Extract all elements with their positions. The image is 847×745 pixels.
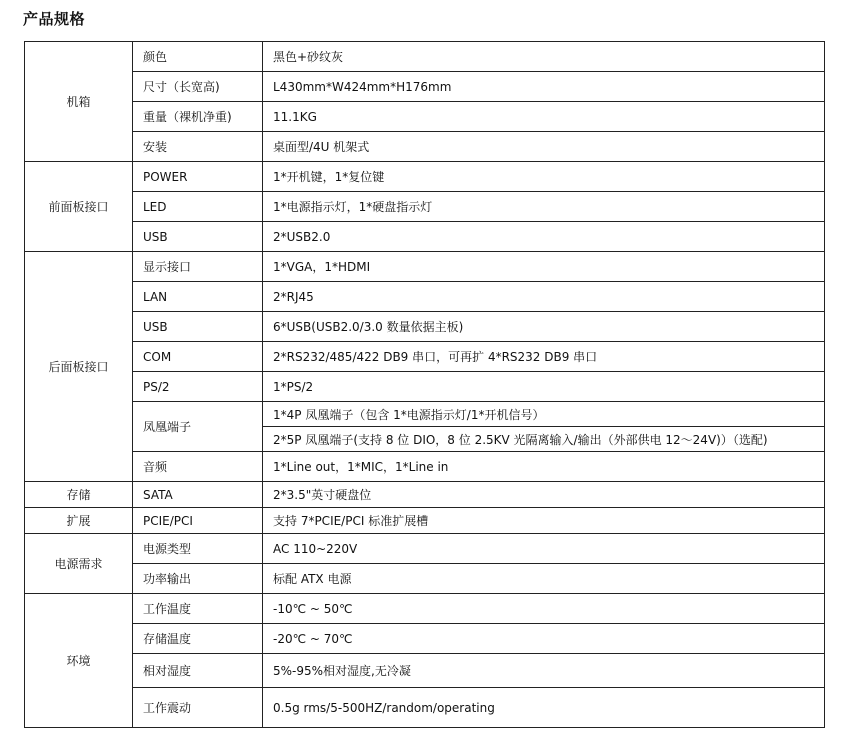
category-cell: 前面板接口 [25,162,133,252]
value-cell: 桌面型/4U 机架式 [263,132,825,162]
item-cell: 音频 [133,452,263,482]
item-cell: USB [133,312,263,342]
item-cell: 重量（裸机净重) [133,102,263,132]
table-row [25,508,825,534]
item-cell: 存储温度 [133,624,263,654]
value-cell: 黑色+砂纹灰 [263,42,825,72]
item-cell: 工作温度 [133,594,263,624]
item-cell: PS/2 [133,372,263,402]
value-cell: 2*USB2.0 [263,222,825,252]
value-cell: 1*VGA，1*HDMI [263,252,825,282]
item-cell: 功率输出 [133,564,263,594]
page-title: 产品规格 [23,10,86,28]
item-cell: 电源类型 [133,534,263,564]
table-row [25,594,825,624]
table-row [25,654,825,688]
value-cell: 2*5P 凤凰端子(支持 8 位 DIO，8 位 2.5KV 光隔离输入/输出（外部供电 12～24V)）（选配) [263,427,825,452]
table-row [25,282,825,312]
value-cell: -10℃ ~ 50℃ [263,594,825,624]
table-row [25,564,825,594]
item-cell: COM [133,342,263,372]
table-row [25,132,825,162]
value-cell: 6*USB(USB2.0/3.0 数量依据主板) [263,312,825,342]
item-cell: 工作震动 [133,688,263,728]
table-row [25,402,825,427]
category-cell: 机箱 [25,42,133,162]
value-cell: AC 110~220V [263,534,825,564]
category-cell: 扩展 [25,508,133,534]
item-cell: USB [133,222,263,252]
spec-table [24,41,825,728]
item-cell: 安装 [133,132,263,162]
value-cell: 1*Line out，1*MIC，1*Line in [263,452,825,482]
value-cell: 2*RS232/485/422 DB9 串口，可再扩 4*RS232 DB9 串口 [263,342,825,372]
item-cell: 凤凰端子 [133,402,263,452]
table-row [25,482,825,508]
item-cell: SATA [133,482,263,508]
value-cell: 2*RJ45 [263,282,825,312]
value-cell: 1*PS/2 [263,372,825,402]
table-row [25,372,825,402]
category-cell: 存储 [25,482,133,508]
item-cell: LED [133,192,263,222]
table-row [25,688,825,728]
value-cell: 2*3.5"英寸硬盘位 [263,482,825,508]
value-cell: 0.5g rms/5-500HZ/random/operating [263,688,825,728]
value-cell: L430mm*W424mm*H176mm [263,72,825,102]
table-row [25,534,825,564]
table-row [25,624,825,654]
value-cell: 5%-95%相对湿度,无冷凝 [263,654,825,688]
category-cell: 后面板接口 [25,252,133,482]
value-cell: 1*4P 凤凰端子（包含 1*电源指示灯/1*开机信号） [263,402,825,427]
item-cell: 颜色 [133,42,263,72]
category-cell: 环境 [25,594,133,728]
value-cell: 1*开机键，1*复位键 [263,162,825,192]
item-cell: LAN [133,282,263,312]
table-row [25,312,825,342]
item-cell: PCIE/PCI [133,508,263,534]
table-row [25,102,825,132]
item-cell: 相对湿度 [133,654,263,688]
table-row [25,452,825,482]
item-cell: 尺寸（长宽高) [133,72,263,102]
value-cell: 1*电源指示灯，1*硬盘指示灯 [263,192,825,222]
table-row [25,252,825,282]
value-cell: 标配 ATX 电源 [263,564,825,594]
category-cell: 电源需求 [25,534,133,594]
table-row [25,162,825,192]
item-cell: 显示接口 [133,252,263,282]
table-row [25,342,825,372]
table-row [25,222,825,252]
table-row [25,192,825,222]
value-cell: -20℃ ~ 70℃ [263,624,825,654]
table-row [25,72,825,102]
item-cell: POWER [133,162,263,192]
value-cell: 支持 7*PCIE/PCI 标准扩展槽 [263,508,825,534]
value-cell: 11.1KG [263,102,825,132]
table-row [25,42,825,72]
